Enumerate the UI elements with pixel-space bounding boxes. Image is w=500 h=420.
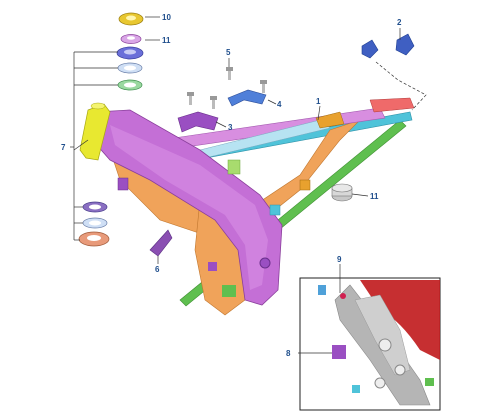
callout-6: 6 [155, 265, 160, 274]
callout-3: 3 [228, 123, 233, 132]
clip-part [332, 345, 346, 359]
callout-1: 1 [316, 97, 321, 106]
callout-10: 10 [162, 13, 171, 22]
callout-11-top: 11 [162, 36, 171, 45]
bearing-stack-upper [117, 47, 143, 90]
callout-5: 5 [226, 48, 231, 57]
rear-mount [370, 98, 414, 112]
part-11-race-lower [332, 184, 352, 201]
part-6-bracket [150, 230, 172, 256]
bearing-stack-lower [79, 202, 109, 246]
part-11-race-top [121, 35, 141, 44]
detail-inset [300, 278, 440, 410]
callout-8: 8 [286, 349, 291, 358]
callout-7: 7 [61, 143, 66, 152]
callout-11-lower: 11 [370, 192, 379, 201]
callout-4: 4 [277, 100, 282, 109]
callout-9: 9 [337, 255, 342, 264]
part-10-nut [119, 13, 143, 25]
callout-2: 2 [397, 18, 402, 27]
part-4-bracket [228, 90, 266, 106]
part-2-grommets [362, 34, 414, 58]
part-3-bracket [178, 112, 218, 132]
